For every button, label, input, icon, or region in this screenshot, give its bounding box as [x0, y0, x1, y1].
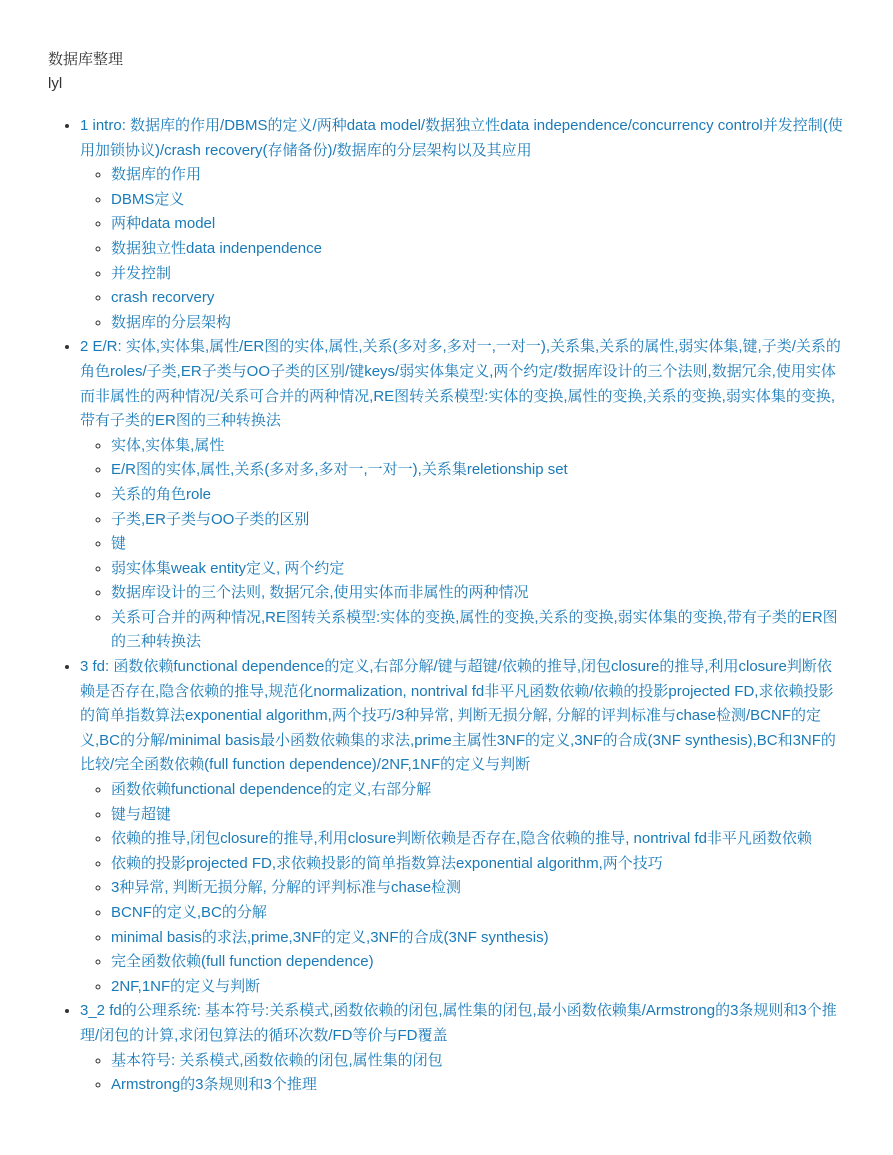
- toc-sublink[interactable]: 关系的角色role: [111, 485, 212, 503]
- toc-subsection-list: [80, 434, 845, 655]
- toc-subitem: [111, 803, 845, 828]
- toc-subitem: [111, 262, 845, 287]
- toc-sublink[interactable]: 弱实体集weak entity定义, 两个约定: [111, 559, 345, 577]
- toc-subsection-list: [80, 163, 845, 335]
- toc-subitem: [111, 163, 845, 188]
- document-title: 数据库整理: [48, 51, 124, 68]
- toc-sublink[interactable]: 实体,实体集,属性: [111, 436, 225, 454]
- toc-sublink[interactable]: 3种异常, 判断无损分解, 分解的评判标准与chase检测: [111, 879, 462, 897]
- toc-subitem: [111, 581, 845, 606]
- toc-subitem: [111, 827, 845, 852]
- toc-sublink[interactable]: 键与超键: [111, 805, 172, 823]
- toc-subitem: [111, 1049, 845, 1074]
- toc-subitem: [111, 975, 845, 1000]
- toc-subitem: [111, 508, 845, 533]
- toc-subitem: [111, 926, 845, 951]
- toc-sublink[interactable]: 关系可合并的两种情况,RE图转关系模型:实体的变换,属性的变换,关系的变换,弱实体集的变换,带有子类的ER图的三种转换法: [111, 608, 838, 651]
- toc-link-intro[interactable]: 1 intro: 数据库的作用/DBMS的定义/两种data model/数据独立性data independence/concurrency control并发控制(使用加锁协议)/crash recovery(存储备份)/数据库的分层架构以及其应用: [80, 117, 843, 159]
- toc-section: [80, 114, 845, 335]
- toc-subitem: [111, 606, 845, 655]
- toc-sublink[interactable]: 数据独立性data indenpendence: [111, 239, 322, 257]
- toc-sublink[interactable]: 依赖的投影projected FD,求依赖投影的简单指数算法exponential algorithm,两个技巧: [111, 854, 663, 872]
- toc-subitem: [111, 778, 845, 803]
- toc-section: [80, 335, 845, 655]
- toc-subitem: [111, 311, 845, 336]
- toc-subitem: [111, 557, 845, 582]
- toc-section: [80, 999, 845, 1097]
- document-author: lyl: [48, 75, 63, 92]
- toc-subsection-list: [80, 778, 845, 999]
- toc-subitem: [111, 434, 845, 459]
- toc-subitem: [111, 212, 845, 237]
- toc-sublink[interactable]: 函数依赖functional dependence的定义,右部分解: [111, 781, 432, 799]
- toc-subitem: [111, 901, 845, 926]
- toc-subitem: [111, 237, 845, 262]
- toc-sublink[interactable]: 2NF,1NF的定义与判断: [111, 977, 261, 995]
- toc-subsection-list: [80, 1049, 845, 1098]
- toc-subitem: [111, 852, 845, 877]
- toc-sublink[interactable]: 子类,ER子类与OO子类的区别: [111, 510, 310, 528]
- toc-link-fd[interactable]: 3 fd: 函数依赖functional dependence的定义,右部分解/键与超键/依赖的推导,闭包closure的推导,利用closure判断依赖是否存在,隐含依赖的推导,规范化normalization, nontrival fd非平凡函数依赖/依赖的投影projected FD,求依赖投影的简单指数算法exponential algorithm,两个技巧/3种异常, 判断无损分解, 分解的评判标准与chase检测/BCNF的定义,BC的分解/minimal basis最小函数依赖集的求法,prime主属性3NF的定义,3NF的合成(3NF synthesis),BC和3NF的比较/完全函数依赖(full function dependence)/2NF,1NF的定义与判断: [80, 658, 836, 774]
- toc-sublink[interactable]: 键: [111, 535, 127, 553]
- toc-subitem: [111, 950, 845, 975]
- toc-sublink[interactable]: DBMS定义: [111, 190, 185, 208]
- toc-sublink[interactable]: 数据库的作用: [111, 166, 202, 184]
- toc-sublink[interactable]: 并发控制: [111, 264, 172, 282]
- toc-sublink[interactable]: BCNF的定义,BC的分解: [111, 904, 267, 921]
- toc-sublink[interactable]: 两种data model: [111, 215, 216, 233]
- toc-sublink[interactable]: 依赖的推导,闭包closure的推导,利用closure判断依赖是否存在,隐含依赖的推导, nontrival fd非平凡函数依赖: [111, 830, 812, 848]
- toc-subitem: [111, 188, 845, 213]
- toc-section: [80, 655, 845, 999]
- toc-sublink[interactable]: 数据库设计的三个法则, 数据冗余,使用实体而非属性的两种情况: [111, 584, 529, 602]
- toc-sublink[interactable]: 完全函数依赖(full function dependence): [111, 953, 374, 971]
- table-of-contents: [48, 114, 845, 1098]
- toc-subitem: [111, 876, 845, 901]
- toc-sublink[interactable]: E/R图的实体,属性,关系(多对多,多对一,一对一),关系集reletionship set: [111, 461, 568, 479]
- toc-link-fd-axioms[interactable]: 3_2 fd的公理系统: 基本符号:关系模式,函数依赖的闭包,属性集的闭包,最小函数依赖集/Armstrong的3条规则和3个推理/闭包的计算,求闭包算法的循环次数/FD等价与FD覆盖: [80, 1002, 837, 1044]
- toc-sublink[interactable]: Armstrong的3条规则和3个推理: [111, 1076, 317, 1094]
- toc-sublink[interactable]: minimal basis的求法,prime,3NF的定义,3NF的合成(3NF synthesis): [111, 928, 549, 946]
- toc-link-er[interactable]: 2 E/R: 实体,实体集,属性/ER图的实体,属性,关系(多对多,多对一,一对一),关系集,关系的属性,弱实体集,键,子类/关系的角色roles/子类,ER子类与OO子类的区别/键keys/弱实体集定义,两个约定/数据库设计的三个法则,数据冗余,使用实体而非属性的两种情况/关系可合并的两种情况,RE图转关系模型:实体的变换,属性的变换,关系的变换,弱实体集的变换,带有子类的ER图的三种转换法: [80, 338, 841, 430]
- toc-subitem: [111, 483, 845, 508]
- toc-subitem: [111, 458, 845, 483]
- toc-subitem: [111, 1073, 845, 1098]
- toc-sublink[interactable]: crash recorvery: [111, 289, 215, 307]
- toc-sublink[interactable]: 基本符号: 关系模式,函数依赖的闭包,属性集的闭包: [111, 1051, 443, 1069]
- toc-subitem: [111, 532, 845, 557]
- toc-subitem: [111, 286, 845, 311]
- toc-sublink[interactable]: 数据库的分层架构: [111, 313, 232, 331]
